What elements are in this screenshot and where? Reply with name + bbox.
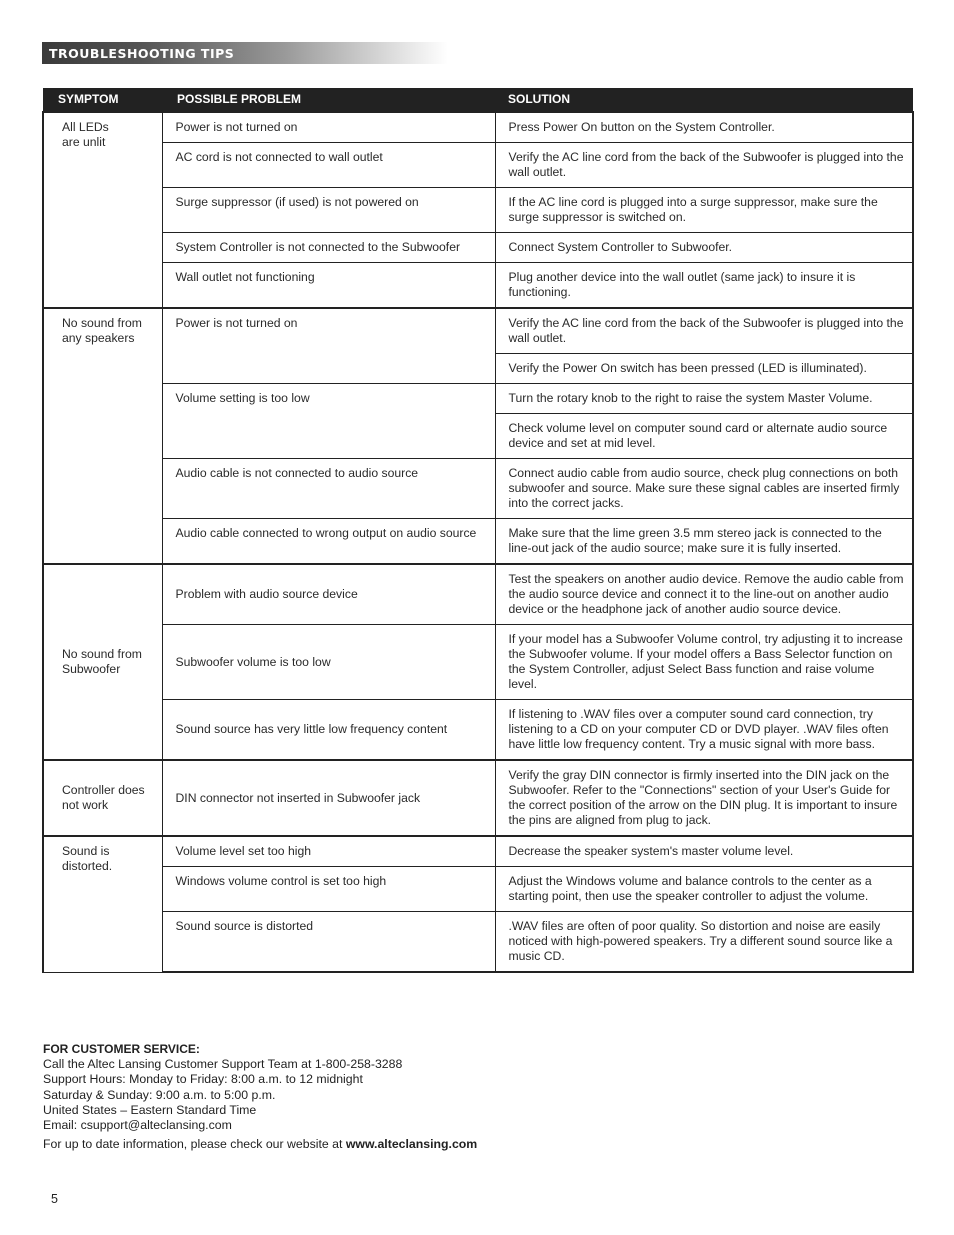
table-row	[43, 867, 913, 912]
solution-cell: Make sure that the lime green 3.5 mm stereo jack is connected to the line-out jack of the audio source; make sure it is fully inserted.	[495, 519, 913, 565]
table-body	[43, 112, 913, 972]
table-row	[43, 760, 913, 836]
symptom-line: Controller does	[62, 783, 145, 797]
solution-cell: Plug another device into the wall outlet (same jack) to insure it is functioning.	[495, 263, 913, 309]
header-possible-problem: POSSIBLE PROBLEM	[162, 88, 495, 112]
symptom-line: No sound from	[62, 316, 142, 330]
table-row	[43, 263, 913, 309]
table-row	[43, 188, 913, 233]
table-row	[43, 143, 913, 188]
customer-service-block	[43, 1042, 477, 1152]
solution-cell: Connect System Controller to Subwoofer.	[495, 233, 913, 263]
solution-cell: If listening to .WAV files over a computer sound card connection, try listening to a CD on your computer CD or DVD player. .WAV files often have little low frequency content. Try a music signal with more bass.	[495, 700, 913, 761]
problem-cell: Windows volume control is set too high	[162, 867, 495, 912]
problem-cell: Power is not turned on	[162, 112, 495, 143]
problem-cell: Volume setting is too low	[162, 384, 495, 459]
solution-cell: Decrease the speaker system's master volume level.	[495, 836, 913, 867]
table-row	[43, 308, 913, 354]
symptom-cell	[43, 564, 162, 760]
customer-service-line: Call the Altec Lansing Customer Support Team at 1-800-258-3288	[43, 1057, 403, 1072]
customer-service-email: Email: csupport@alteclansing.com	[43, 1118, 232, 1133]
table-header-row	[43, 88, 913, 112]
table-row	[43, 384, 913, 414]
problem-cell: System Controller is not connected to the Subwoofer	[162, 233, 495, 263]
problem-cell: Volume level set too high	[162, 836, 495, 867]
customer-service-heading: FOR CUSTOMER SERVICE:	[43, 1042, 200, 1056]
section-title: TROUBLESHOOTING TIPS	[49, 46, 235, 61]
website-line	[43, 1137, 477, 1152]
header-symptom: SYMPTOM	[43, 88, 162, 112]
symptom-line: Subwoofer	[62, 662, 121, 676]
solution-cell: Check volume level on computer sound card or alternate audio source device and set at mid level.	[495, 414, 913, 459]
symptom-cell	[43, 836, 162, 972]
page-number: 5	[51, 1192, 58, 1206]
solution-cell: Verify the AC line cord from the back of the Subwoofer is plugged into the wall outlet.	[495, 143, 913, 188]
table-row	[43, 459, 913, 519]
problem-cell: Audio cable is not connected to audio source	[162, 459, 495, 519]
troubleshooting-table	[42, 88, 914, 973]
problem-cell: Surge suppressor (if used) is not powered on	[162, 188, 495, 233]
problem-cell: DIN connector not inserted in Subwoofer jack	[162, 760, 495, 836]
solution-cell: Connect audio cable from audio source, check plug connections on both subwoofer and source. Make sure these signal cables are inserted firmly into the correct jacks.	[495, 459, 913, 519]
solution-cell: Verify the AC line cord from the back of the Subwoofer is plugged into the wall outlet.	[495, 308, 913, 354]
symptom-cell	[43, 112, 162, 308]
header-solution: SOLUTION	[495, 88, 913, 112]
solution-cell: Test the speakers on another audio device. Remove the audio cable from the audio source device and connect it to the line-out on another audio device or the headphone jack of another audio source device.	[495, 564, 913, 625]
symptom-line: are unlit	[62, 135, 106, 149]
symptom-cell	[43, 760, 162, 836]
solution-cell: Verify the Power On switch has been pressed (LED is illuminated).	[495, 354, 913, 384]
website-prefix: For up to date information, please check our website at	[43, 1137, 346, 1152]
problem-cell: Audio cable connected to wrong output on audio source	[162, 519, 495, 565]
website-link[interactable]: www.alteclansing.com	[345, 1137, 478, 1152]
problem-cell: Power is not turned on	[162, 308, 495, 384]
table-row	[43, 564, 913, 625]
solution-cell: Turn the rotary knob to the right to raise the system Master Volume.	[495, 384, 913, 414]
symptom-line: not work	[62, 798, 109, 812]
solution-cell: If the AC line cord is plugged into a surge suppressor, make sure the surge suppressor is switched on.	[495, 188, 913, 233]
table-row	[43, 912, 913, 973]
table-row	[43, 112, 913, 143]
table-row	[43, 625, 913, 700]
solution-cell: Adjust the Windows volume and balance controls to the center as a starting point, then use the speaker controller to adjust the volume.	[495, 867, 913, 912]
symptom-line: No sound from	[62, 647, 142, 661]
customer-service-line: United States – Eastern Standard Time	[43, 1102, 257, 1117]
symptom-line: Sound is	[62, 844, 110, 858]
symptom-cell	[43, 308, 162, 564]
symptom-line: any speakers	[62, 331, 135, 345]
table-row	[43, 836, 913, 867]
solution-cell: Verify the gray DIN connector is firmly inserted into the DIN jack on the Subwoofer. Refer to the "Connections" section of your User's Guide for the correct position of the arrow on the DIN plug. It is important to insure the pins are aligned from plug to jack.	[495, 760, 913, 836]
solution-cell: .WAV files are often of poor quality. So distortion and noise are easily noticed with high-powered speakers. Try a different sound source like a music CD.	[495, 912, 913, 973]
table-row	[43, 519, 913, 565]
customer-service-line: Support Hours: Monday to Friday: 8:00 a.m. to 12 midnight	[43, 1072, 363, 1087]
table-row	[43, 700, 913, 761]
problem-cell: Subwoofer volume is too low	[162, 625, 495, 700]
problem-cell: Sound source has very little low frequency content	[162, 700, 495, 761]
section-title-bar	[42, 42, 448, 64]
problem-cell: Wall outlet not functioning	[162, 263, 495, 309]
table-row	[43, 233, 913, 263]
solution-cell: Press Power On button on the System Controller.	[495, 112, 913, 143]
symptom-line: All LEDs	[62, 120, 109, 134]
solution-cell: If your model has a Subwoofer Volume control, try adjusting it to increase the Subwoofer volume. If your model offers a Bass Selector function on the System Controller, adjust Select Bass function and raise volume level.	[495, 625, 913, 700]
symptom-line: distorted.	[62, 859, 113, 873]
problem-cell: AC cord is not connected to wall outlet	[162, 143, 495, 188]
problem-cell: Problem with audio source device	[162, 564, 495, 625]
customer-service-line: Saturday & Sunday: 9:00 a.m. to 5:00 p.m.	[43, 1087, 276, 1102]
problem-cell: Sound source is distorted	[162, 912, 495, 973]
